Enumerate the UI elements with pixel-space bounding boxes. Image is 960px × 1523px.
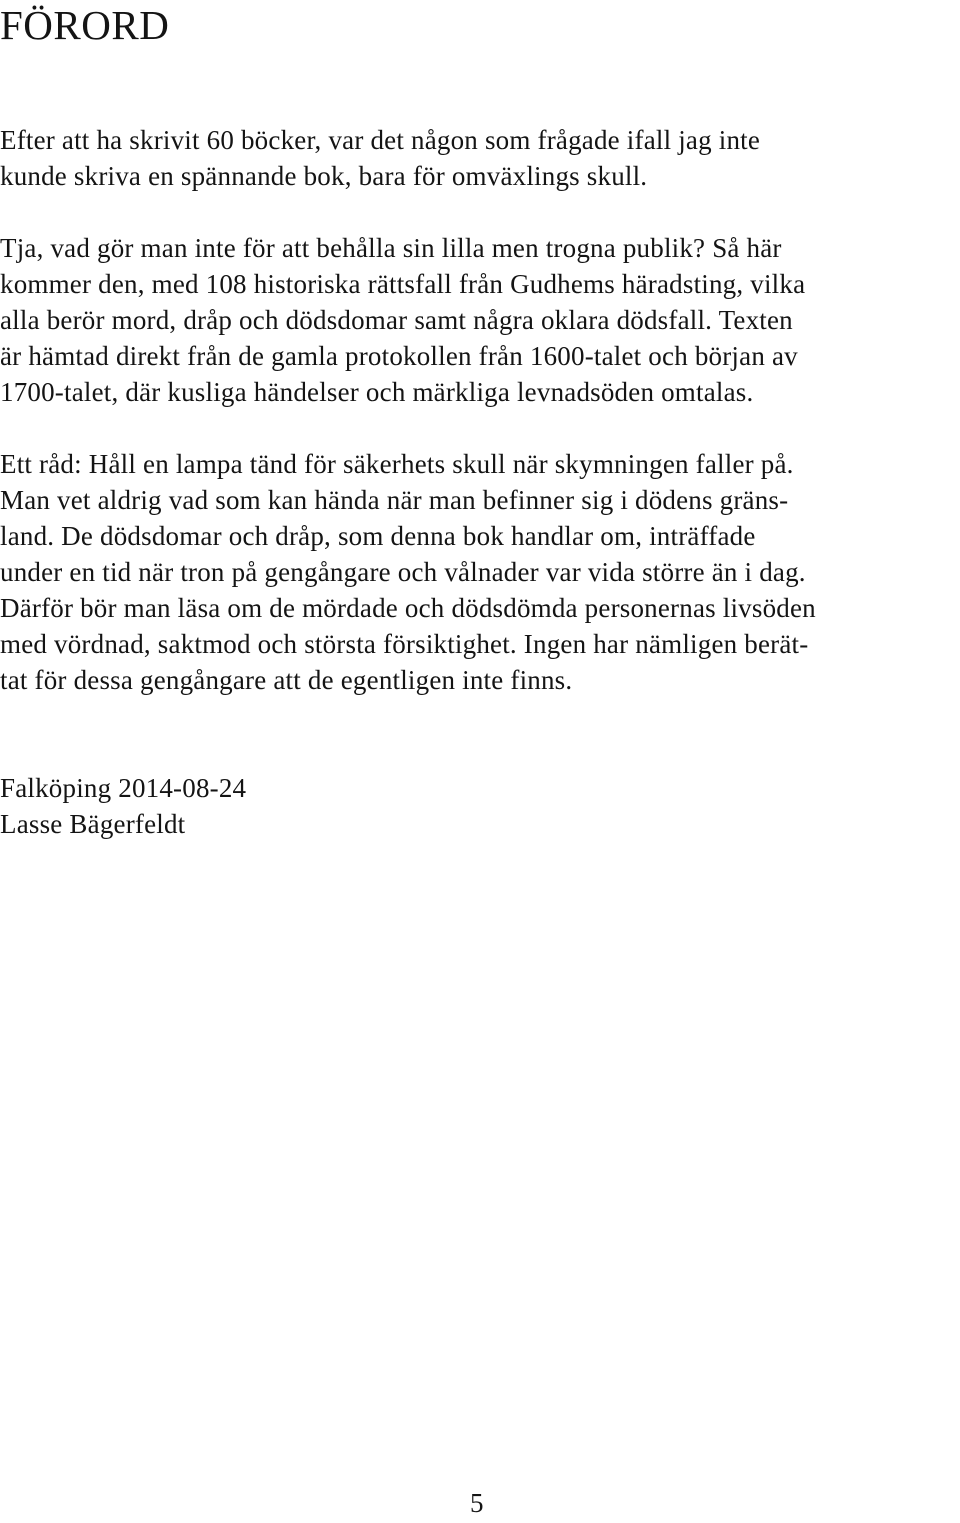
paragraph-line: kommer den, med 108 historiska rättsfall från Gudhems häradsting, vilka (0, 269, 806, 299)
paragraph-line: kunde skriva en spännande bok, bara för omväxlings skull. (0, 161, 648, 191)
signature-place-date: Falköping 2014-08-24 (0, 773, 247, 803)
signature-author: Lasse Bägerfeldt (0, 809, 186, 839)
page-title: FÖRORD (0, 2, 170, 48)
paragraph-line: Tja, vad gör man inte för att behålla sin lilla men trogna publik? Så här (0, 233, 782, 263)
paragraph-line: under en tid när tron på gengångare och vålnader var vida större än i dag. (0, 557, 806, 587)
page-number: 5 (470, 1488, 484, 1518)
paragraph-line: är hämtad direkt från de gamla protokollen från 1600-talet och början av (0, 341, 798, 371)
paragraph-line: land. De dödsdomar och dråp, som denna bok handlar om, inträffade (0, 521, 756, 551)
paragraph-line: Man vet aldrig vad som kan hända när man befinner sig i dödens gräns- (0, 485, 789, 515)
paragraph-line: Därför bör man läsa om de mördade och dödsdömda personernas livsöden (0, 593, 816, 623)
paragraph-line: 1700-talet, där kusliga händelser och märkliga levnadsöden omtalas. (0, 377, 754, 407)
paragraph-line: Efter att ha skrivit 60 böcker, var det någon som frågade ifall jag inte (0, 125, 761, 155)
paragraph-line: med vördnad, saktmod och största försiktighet. Ingen har nämligen berät- (0, 629, 809, 659)
paragraph-line: alla berör mord, dråp och dödsdomar samt några oklara dödsfall. Texten (0, 305, 793, 335)
paragraph-line: Ett råd: Håll en lampa tänd för säkerhets skull när skymningen faller på. (0, 449, 794, 479)
paragraph-line: tat för dessa gengångare att de egentligen inte finns. (0, 665, 573, 695)
